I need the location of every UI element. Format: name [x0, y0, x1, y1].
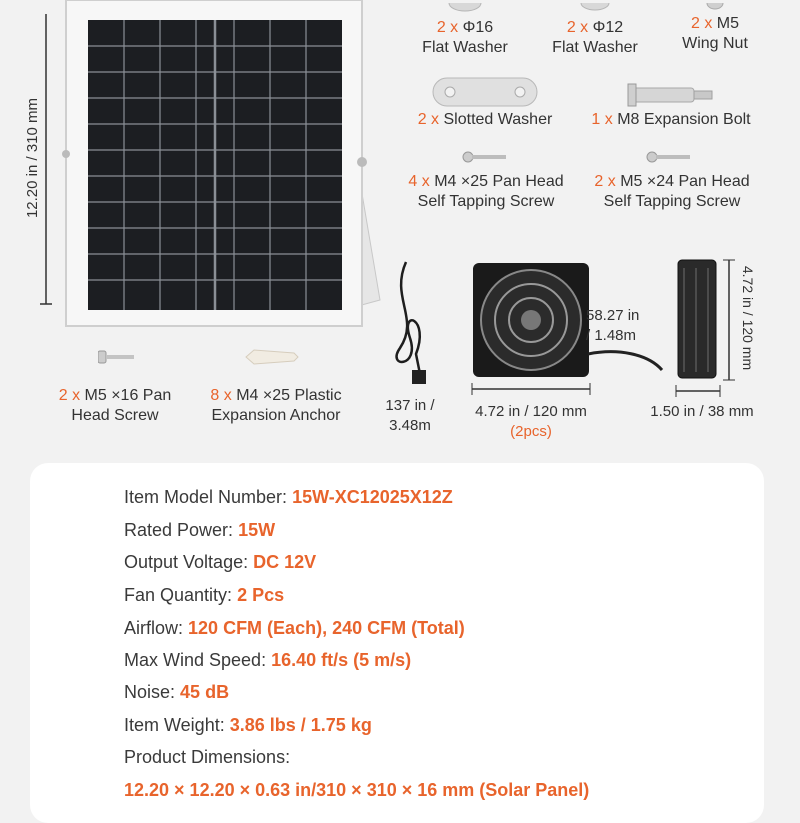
spec-row-weight: Item Weight: 3.86 lbs / 1.75 kg [124, 715, 372, 735]
fan-cable-length-label: 58.27 in / 1.48m [586, 307, 640, 344]
washer-12-image [575, 0, 615, 18]
cable-length-label: 137 in / 3.48m [385, 397, 435, 434]
wing-nut-label: 2 x M5 Wing Nut [682, 15, 748, 52]
plastic-anchor-label: 8 x M4 ×25 Plastic Expansion Anchor [210, 387, 342, 424]
fan-side-image [676, 258, 720, 387]
plastic-anchor-image [244, 348, 300, 371]
solar-panel-image [58, 0, 388, 330]
spec-row-dimensions-value: 12.20 × 12.20 × 0.63 in/310 × 310 × 16 mm (Solar Panel) [124, 780, 590, 800]
spec-row-noise: Noise: 45 dB [124, 682, 230, 702]
m5-screw-image [646, 150, 692, 169]
spec-row-power: Rated Power: 15W [124, 520, 276, 540]
fan-width-label: 4.72 in / 120 mm (2pcs) [475, 403, 587, 440]
spec-row-dimensions: Product Dimensions: [124, 747, 291, 767]
fan-height-dimension [722, 258, 736, 387]
m5-screw-label: 2 x M5 ×24 Pan Head Self Tapping Screw [594, 173, 750, 210]
m4-screw-image [462, 150, 508, 169]
m4-screw-label: 4 x M4 ×25 Pan Head Self Tapping Screw [408, 173, 564, 210]
spec-row-wind-speed: Max Wind Speed: 16.40 ft/s (5 m/s) [124, 650, 412, 670]
panel-height-label: 12.20 in / 310 mm [24, 97, 41, 219]
spec-row-fan-qty: Fan Quantity: 2 Pcs [124, 585, 285, 605]
pan-screw-image [98, 350, 138, 369]
fan-depth-label: 1.50 in / 38 mm [650, 403, 754, 420]
slotted-washer-label: 2 x Slotted Washer [417, 111, 553, 128]
pan-screw-label: 2 x M5 ×16 Pan Head Screw [58, 387, 172, 424]
fan-cable-image [588, 340, 668, 381]
fan-front-image [472, 262, 592, 385]
washer-16-label: 2 x Φ16 Flat Washer [422, 19, 508, 56]
fan-height-label: 4.72 in / 120 mm [740, 265, 756, 371]
washer-12-label: 2 x Φ12 Flat Washer [552, 19, 638, 56]
spec-row-model: Item Model Number: 15W-XC12025X12Z [124, 487, 453, 507]
power-cable-image [380, 258, 440, 393]
fan-width-dimension [470, 382, 592, 401]
spec-row-voltage: Output Voltage: DC 12V [124, 552, 317, 572]
washer-16-image [445, 0, 485, 18]
expansion-bolt-label: 1 x M8 Expansion Bolt [591, 111, 751, 128]
spec-row-airflow: Airflow: 120 CFM (Each), 240 CFM (Total) [124, 618, 465, 638]
spec-card [30, 463, 764, 823]
fan-depth-dimension [674, 384, 722, 402]
